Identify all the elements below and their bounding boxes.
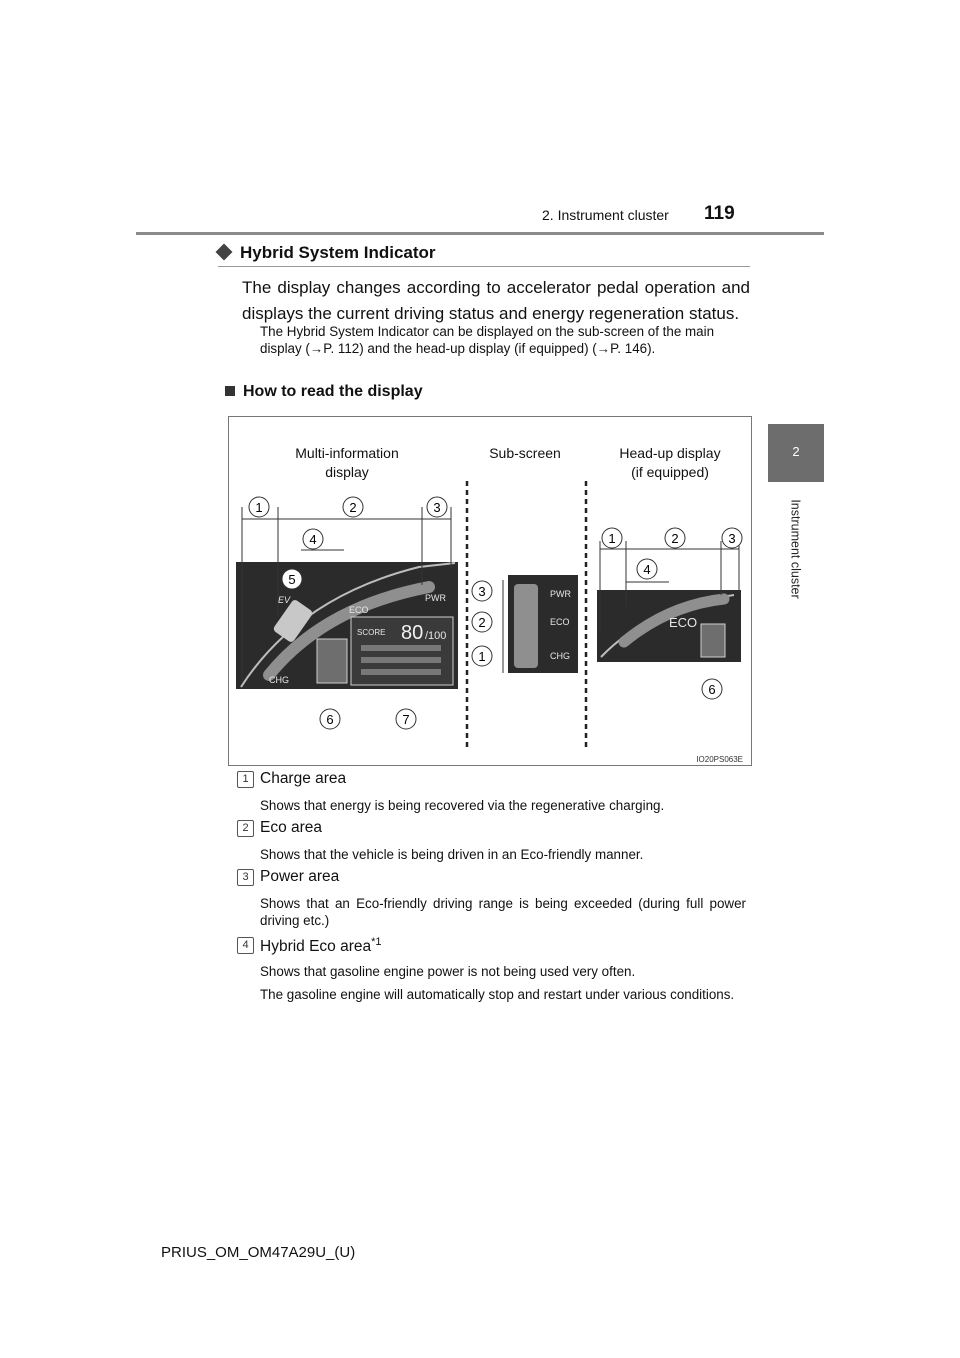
square-bullet-icon	[225, 386, 235, 396]
callout-3	[427, 497, 447, 517]
label-multi-info-2: display	[325, 464, 369, 480]
svg-text:3: 3	[728, 531, 736, 546]
svg-text:5: 5	[288, 572, 296, 587]
section-title-text: Hybrid System Indicator	[240, 243, 436, 262]
score-value: 80	[401, 622, 424, 644]
label-hud-1: Head-up display	[619, 445, 721, 461]
callout-1	[249, 497, 269, 517]
item-4-footnote-ref: *1	[371, 936, 382, 948]
item-2-title: Eco area	[260, 819, 323, 836]
multi-ev-label: EV	[278, 595, 291, 605]
running-header-section: 2. Instrument cluster	[542, 207, 669, 223]
subheading-text: How to read the display	[243, 383, 423, 400]
callout-hud-2	[665, 528, 685, 548]
svg-text:2: 2	[349, 500, 357, 515]
svg-text:6: 6	[708, 682, 716, 697]
callout-7	[396, 709, 416, 729]
svg-text:3: 3	[433, 500, 441, 515]
multi-pwr-label: PWR	[425, 593, 446, 603]
item-1-title: Charge area	[260, 770, 347, 787]
callout-hud-3	[722, 528, 742, 548]
label-sub-screen: Sub-screen	[489, 445, 561, 461]
item-3-number: 3	[237, 869, 254, 886]
diamond-bullet-icon	[216, 244, 233, 261]
callout-hud-1	[602, 528, 622, 548]
callout-hud-6	[702, 679, 722, 699]
svg-text:4: 4	[309, 532, 317, 547]
item-3-title: Power area	[260, 868, 340, 885]
callout-5	[282, 569, 302, 589]
figure-illustration	[229, 417, 751, 765]
svg-text:4: 4	[643, 562, 651, 577]
section-note: The Hybrid System Indicator can be displayed on the sub-screen of the main display (→P. 112) and the head-up display (if equipped) (→P. 146).	[260, 324, 715, 356]
svg-text:1: 1	[478, 649, 486, 664]
svg-text:3: 3	[478, 584, 486, 599]
item-2-number: 2	[237, 820, 254, 837]
score-label: SCORE	[357, 628, 386, 637]
item-4-number: 4	[237, 937, 254, 954]
label-hud-2: (if equipped)	[631, 464, 709, 480]
multi-info-screen	[236, 562, 458, 689]
item-4-desc-2: The gasoline engine will automatically stop and restart under various conditions.	[260, 987, 735, 1002]
chapter-tab-label-text: Instrument cluster	[789, 499, 803, 599]
callout-sub-2	[472, 612, 492, 632]
svg-text:7: 7	[402, 712, 410, 727]
svg-text:6: 6	[326, 712, 334, 727]
svg-text:2: 2	[671, 531, 679, 546]
subheading	[225, 383, 423, 401]
item-4-desc-1: Shows that gasoline engine power is not being used very often.	[260, 964, 636, 979]
item-1-number: 1	[237, 771, 254, 788]
callout-sub-3	[472, 581, 492, 601]
section-title	[218, 243, 436, 263]
callout-2	[343, 497, 363, 517]
page-number: 119	[704, 203, 735, 224]
svg-text:1: 1	[255, 500, 263, 515]
label-multi-info-1: Multi-information	[295, 445, 399, 461]
item-3-desc: Shows that an Eco-friendly driving range is being exceeded (during full power driving etc.)	[260, 896, 746, 928]
chapter-tab-label	[768, 484, 824, 614]
sub-eco-label: ECO	[550, 617, 570, 627]
sub-pwr-label: PWR	[550, 589, 571, 599]
item-1-desc: Shows that energy is being recovered via the regenerative charging.	[260, 798, 665, 813]
hud-panel	[597, 541, 741, 662]
document-code-footer: PRIUS_OM_OM47A29U_(U)	[161, 1244, 356, 1261]
item-2-desc: Shows that the vehicle is being driven in an Eco-friendly manner.	[260, 847, 644, 862]
item-4-title	[260, 936, 382, 956]
hybrid-indicator-figure	[228, 416, 752, 766]
callout-hud-4	[637, 559, 657, 579]
hud-eco-label: ECO	[669, 615, 698, 630]
sub-chg-label: CHG	[550, 651, 570, 661]
sub-screen-panel	[503, 575, 578, 673]
item-4-title-text: Hybrid Eco area	[260, 938, 372, 956]
section-divider	[218, 266, 750, 267]
svg-text:2: 2	[478, 615, 486, 630]
callout-4	[303, 529, 323, 549]
callout-sub-1	[472, 646, 492, 666]
callout-6	[320, 709, 340, 729]
multi-chg-label: CHG	[269, 675, 289, 685]
chapter-tab-number: 2	[768, 424, 824, 482]
svg-text:1: 1	[608, 531, 616, 546]
score-max: /100	[425, 630, 447, 642]
multi-eco-label: ECO	[349, 605, 369, 615]
figure-code: IO20PS063E	[696, 755, 743, 764]
header-divider	[136, 232, 824, 235]
section-intro: The display changes according to accelerator pedal operation and displays the current driving status and energy regeneration status.	[242, 278, 750, 323]
